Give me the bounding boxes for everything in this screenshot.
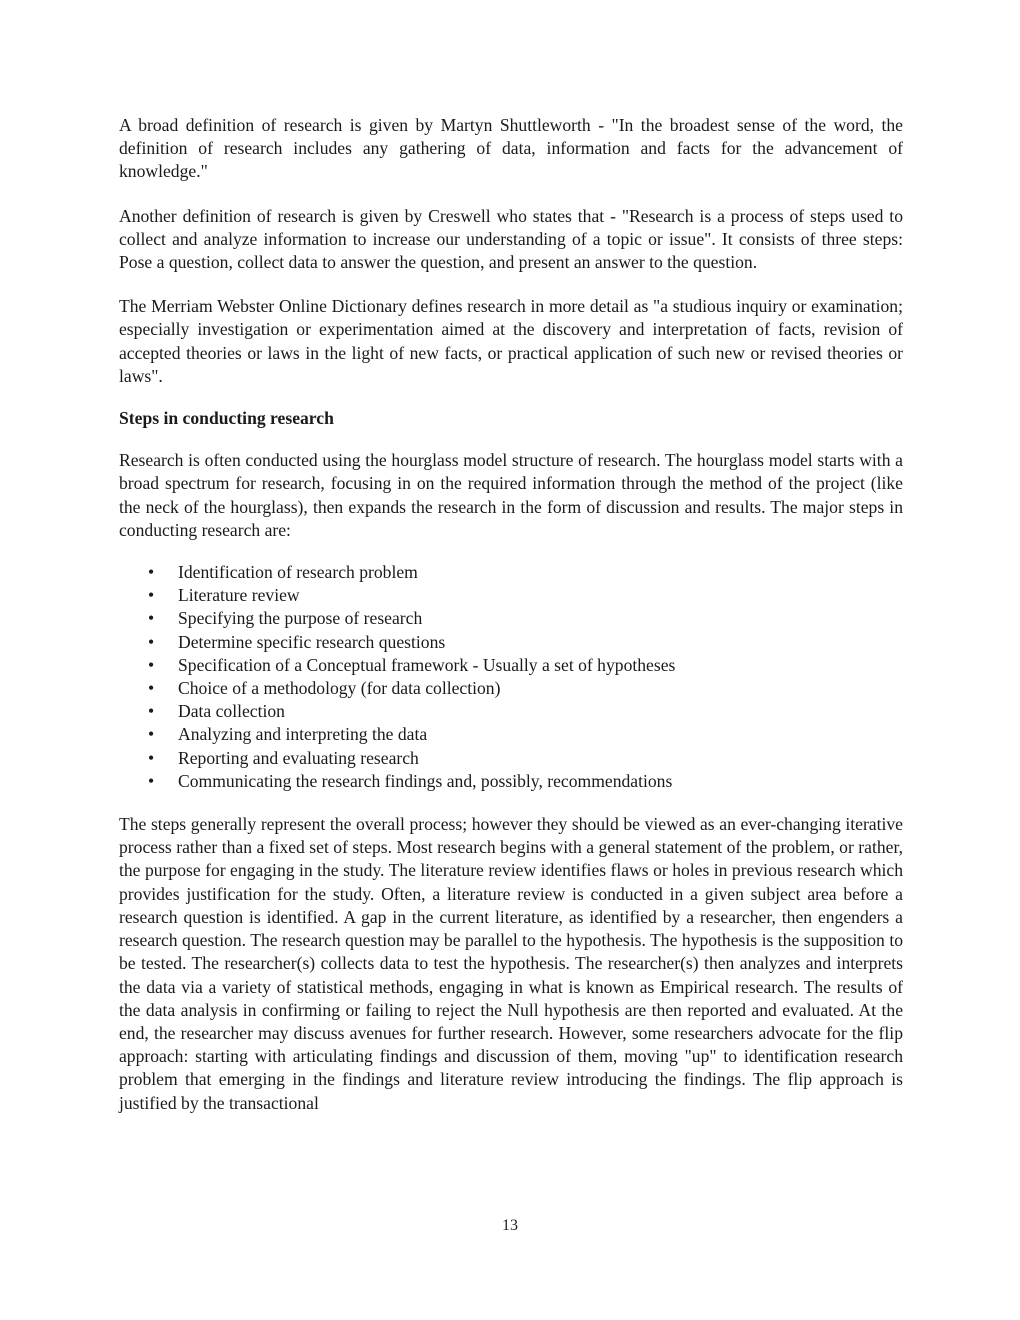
paragraph-hourglass-model: Research is often conducted using the hourglass model structure of research. The hourglass model starts with a broad spectrum for research, focusing in on the required information through the method of the project (like the neck of the hourglass), then expands the research in the form of discussion and results. The major steps in conducting research are: <box>119 450 903 540</box>
bullet-icon: • <box>148 678 155 699</box>
page-content <box>119 114 903 1136</box>
bullet-icon: • <box>148 724 155 745</box>
list-item <box>119 700 903 723</box>
paragraph-shuttleworth-definition: A broad definition of research is given by Martyn Shuttleworth - "In the broadest sense of the word, the definition of research includes any gathering of data, information and facts for the advancement of knowledge." <box>119 115 903 182</box>
bullet-icon: • <box>148 770 155 791</box>
section-heading-steps-in-conducting-research: Steps in conducting research <box>119 408 334 429</box>
bullet-icon: • <box>148 654 155 675</box>
bullet-icon: • <box>148 701 155 722</box>
paragraph-creswell-definition: Another definition of research is given by Creswell who states that - "Research is a process of steps used to collect and analyze information to increase our understanding of a topic or issue". It consists of three steps: Pose a question, collect data to answer the question, and present an answer to the question. <box>119 205 903 273</box>
paragraph-merriam-webster-definition: The Merriam Webster Online Dictionary defines research in more detail as "a studious inquiry or examination; especially investigation or experimentation aimed at the discovery and interpretation of facts, revision of accepted theories or laws in the light of new facts, or practical application of such new or revised theories or laws". <box>119 296 903 386</box>
list-item-label: Determine specific research questions <box>178 631 446 652</box>
list-item-label: Choice of a methodology (for data collection) <box>178 678 501 699</box>
steps-bullet-list <box>119 561 903 793</box>
list-item-label: Literature review <box>178 585 300 606</box>
list-item-label: Reporting and evaluating research <box>178 747 419 768</box>
bullet-icon: • <box>148 747 155 768</box>
list-item <box>119 723 903 746</box>
list-item <box>119 631 903 654</box>
bullet-icon: • <box>148 631 155 652</box>
list-item-label: Analyzing and interpreting the data <box>178 724 428 745</box>
list-item-label: Data collection <box>178 701 285 722</box>
list-item-label: Communicating the research findings and, possibly, recommendations <box>178 770 673 791</box>
bullet-icon: • <box>148 585 155 606</box>
list-item-label: Specifying the purpose of research <box>178 608 423 629</box>
page-number: 13 <box>502 1217 518 1234</box>
list-item <box>119 654 903 677</box>
bullet-icon: • <box>148 562 155 583</box>
list-item <box>119 584 903 607</box>
list-item <box>119 561 903 584</box>
list-item <box>119 747 903 770</box>
list-item <box>119 677 903 700</box>
bullet-icon: • <box>148 608 155 629</box>
list-item <box>119 607 903 630</box>
list-item-label: Identification of research problem <box>178 562 418 583</box>
list-item-label: Specification of a Conceptual framework - Usually a set of hypotheses <box>178 654 676 675</box>
paragraph-closing-process-description: The steps generally represent the overall process; however they should be viewed as an ever-changing iterative process rather than a fixed set of steps. Most research begins with a general statement of the problem, or rather, the purpose for engaging in the study. The literature review identifies flaws or holes in previous research which provides justification for the study. Often, a literature review is conducted in a given subject area before a research question is identified. A gap in the current literature, as identified by a researcher, then engenders a research question. The research question may be parallel to the hypothesis. The hypothesis is the supposition to be tested. The researcher(s) collects data to test the hypothesis. The researcher(s) then analyzes and interprets the data via a variety of statistical methods, engaging in what is known as Empirical research. The results of the data analysis in confirming or failing to reject the Null hypothesis are then reported and evaluated. At the end, the researcher may discuss avenues for further research. However, some researchers advocate for the flip approach: starting with articulating findings and discussion of them, moving "up" to identification research problem that emerging in the findings and literature review introducing the findings. The flip approach is justified by the transactional <box>119 814 903 1113</box>
list-item <box>119 770 903 793</box>
